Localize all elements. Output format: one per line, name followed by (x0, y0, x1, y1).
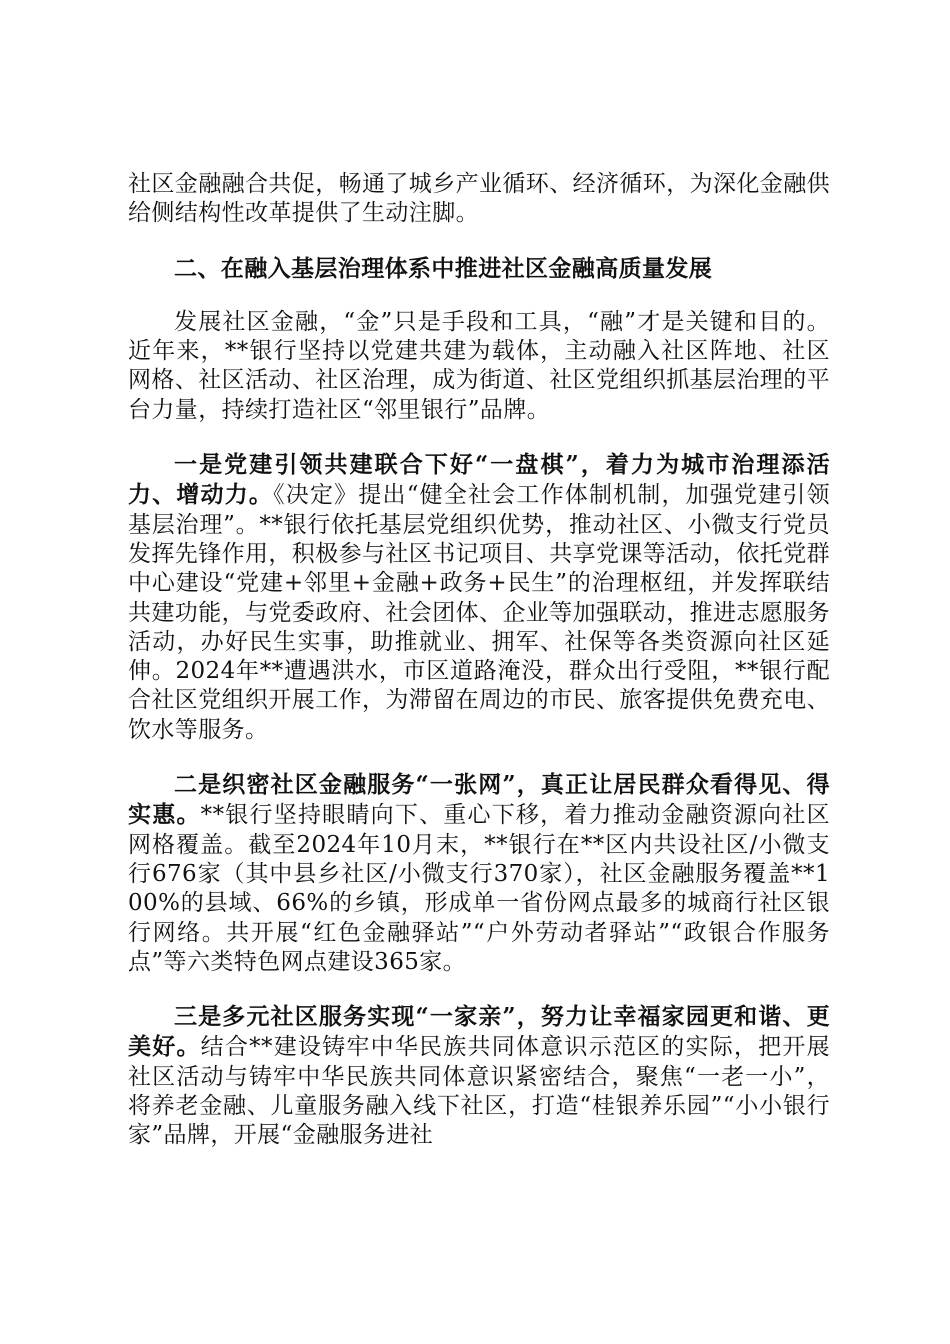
section-heading: 二、在融入基层治理体系中推进社区金融高质量发展 (174, 254, 713, 282)
paragraph-point-one (128, 450, 830, 745)
paragraph-intro-continued: 社区金融融合共促，畅通了城乡产业循环、经济循环，为深化金融供给侧结构性改革提供了生动注脚。 (128, 171, 830, 227)
document-body (128, 170, 830, 1176)
point-three-body: 结合**建设铸牢中华民族共同体意识示范区的实际，把开展社区活动与铸牢中华民族共同体意识紧密结合，聚焦“一老一小”，将养老金融、儿童服务融入线下社区，打造“桂银养乐园”“小小银行家”品牌，开展“金融服务进社 (128, 1034, 830, 1149)
point-two-body: **银行坚持眼睛向下、重心下移，着力推动金融资源向社区网格覆盖。截至2024年10月末，**银行在**区内共设社区/小微支行676家（其中县乡社区/小微支行370家），社区金融服务覆盖**100%的县域、66%的乡镇，形成单一省份网点最多的城商行社区银行网络。共开展“红色金融驿站”“户外劳动者驿站”“政银合作服务点”等六类特色网点建设365家。 (128, 802, 830, 975)
paragraph-point-three (128, 1002, 830, 1150)
paragraph-point-two (128, 770, 830, 977)
paragraph-overview: 发展社区金融，“金”只是手段和工具，“融”才是关键和目的。近年来，**银行坚持以党建共建为载体，主动融入社区阵地、社区网格、社区活动、社区治理，成为街道、社区党组织抓基层治理的平台力量，持续打造社区“邻里银行”品牌。 (128, 308, 830, 423)
point-three-lead: 三是多元社区服务实现“一家亲”，努力让幸福家园更和谐、更美好。 (128, 1003, 830, 1061)
point-two-lead: 二是织密社区金融服务“一张网”，真正让居民群众看得见、得实惠。 (128, 771, 830, 829)
point-one-body: 《决定》提出“健全社会工作体制机制，加强党建引领基层治理”。**银行依托基层党组织优势，推动社区、小微支行党员发挥先锋作用，积极参与社区书记项目、共享党课等活动，依托党群中心建设“党建+邻里+金融+政务+民生”的治理枢纽，并发挥联结共建功能，与党委政府、社会团体、企业等加强联动，推进志愿服务活动，办好民生实事，助推就业、拥军、社保等各类资源向社区延伸。2024年**遭遇洪水，市区道路淹没，群众出行受阻，**银行配合社区党组织开展工作，为滞留在周边的市民、旅客提供免费充电、饮水等服务。 (128, 482, 830, 743)
point-one-lead: 一是党建引领共建联合下好“一盘棋”，着力为城市治理添活力、增动力。 (128, 451, 830, 509)
